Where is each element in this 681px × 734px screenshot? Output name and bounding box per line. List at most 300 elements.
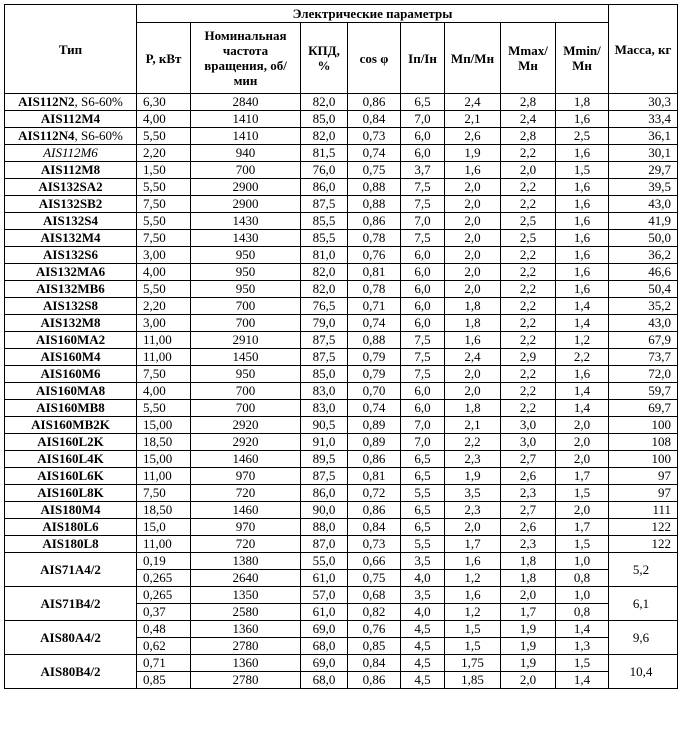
ip-in-cell: 6,5 <box>401 502 445 519</box>
table-row <box>5 553 678 570</box>
ip-in-cell: 4,5 <box>401 672 445 689</box>
cos-phi-cell: 0,88 <box>348 179 401 196</box>
type-cell <box>5 485 137 502</box>
mmin-cell: 1,6 <box>556 213 609 230</box>
mmin-cell: 1,5 <box>556 485 609 502</box>
mp-mn-cell: 1,2 <box>445 570 501 587</box>
mp-mn-cell: 2,6 <box>445 128 501 145</box>
cos-phi-cell: 0,86 <box>348 451 401 468</box>
table-body <box>5 94 678 689</box>
power-cell: 7,50 <box>137 230 191 247</box>
mmin-cell: 1,3 <box>556 638 609 655</box>
mass-cell: 50,0 <box>609 230 678 247</box>
mmax-cell: 2,2 <box>501 366 556 383</box>
cos-phi-cell: 0,86 <box>348 213 401 230</box>
ip-in-cell: 7,5 <box>401 332 445 349</box>
power-cell: 4,00 <box>137 264 191 281</box>
speed-cell: 700 <box>191 315 301 332</box>
table-header <box>5 5 678 94</box>
power-cell: 15,00 <box>137 451 191 468</box>
speed-cell: 700 <box>191 298 301 315</box>
mmin-cell: 1,2 <box>556 332 609 349</box>
power-cell: 11,00 <box>137 332 191 349</box>
mmax-cell: 1,9 <box>501 638 556 655</box>
power-cell: 0,48 <box>137 621 191 638</box>
type-cell <box>5 383 137 400</box>
cos-phi-cell: 0,81 <box>348 468 401 485</box>
mp-mn-cell: 2,4 <box>445 94 501 111</box>
table-row <box>5 502 678 519</box>
type-cell <box>5 519 137 536</box>
speed-cell: 1350 <box>191 587 301 604</box>
mass-cell: 97 <box>609 468 678 485</box>
efficiency-cell: 61,0 <box>301 570 348 587</box>
speed-cell: 700 <box>191 400 301 417</box>
cos-phi-cell: 0,66 <box>348 553 401 570</box>
header-power: P, кВт <box>137 23 191 94</box>
cos-phi-cell: 0,75 <box>348 570 401 587</box>
type-cell: AIS80B4/2 <box>5 655 137 689</box>
mp-mn-cell: 1,85 <box>445 672 501 689</box>
cos-phi-cell: 0,84 <box>348 655 401 672</box>
mp-mn-cell: 2,0 <box>445 366 501 383</box>
mmax-cell: 2,7 <box>501 451 556 468</box>
mmax-cell: 2,2 <box>501 400 556 417</box>
mass-cell: 69,7 <box>609 400 678 417</box>
mmax-cell: 2,2 <box>501 315 556 332</box>
mmin-cell: 1,7 <box>556 519 609 536</box>
ip-in-cell: 7,0 <box>401 434 445 451</box>
header-mp-mn: Мп/Мн <box>445 23 501 94</box>
mmin-cell: 2,0 <box>556 417 609 434</box>
type-name: AIS112N2 <box>18 94 75 109</box>
type-cell <box>5 196 137 213</box>
power-cell: 0,37 <box>137 604 191 621</box>
table-row <box>5 94 678 111</box>
mmin-cell: 0,8 <box>556 570 609 587</box>
table-row <box>5 332 678 349</box>
cos-phi-cell: 0,79 <box>348 366 401 383</box>
type-cell <box>5 536 137 553</box>
mmax-cell: 2,7 <box>501 502 556 519</box>
efficiency-cell: 87,5 <box>301 349 348 366</box>
mmax-cell: 2,9 <box>501 349 556 366</box>
mp-mn-cell: 3,5 <box>445 485 501 502</box>
efficiency-cell: 83,0 <box>301 383 348 400</box>
type-name: AIS160M4 <box>40 349 101 364</box>
power-cell: 6,30 <box>137 94 191 111</box>
mmax-cell: 2,2 <box>501 145 556 162</box>
type-duty-suffix: , S6-60% <box>74 128 123 143</box>
speed-cell: 950 <box>191 264 301 281</box>
type-cell <box>5 213 137 230</box>
table-row <box>5 213 678 230</box>
mmax-cell: 2,2 <box>501 196 556 213</box>
mmax-cell: 1,8 <box>501 570 556 587</box>
cos-phi-cell: 0,68 <box>348 587 401 604</box>
power-cell: 4,00 <box>137 111 191 128</box>
mass-cell: 46,6 <box>609 264 678 281</box>
table-row <box>5 536 678 553</box>
mass-cell: 35,2 <box>609 298 678 315</box>
power-cell: 2,20 <box>137 298 191 315</box>
cos-phi-cell: 0,76 <box>348 621 401 638</box>
mmin-cell: 2,2 <box>556 349 609 366</box>
mmax-cell: 2,2 <box>501 247 556 264</box>
mmax-cell: 2,4 <box>501 111 556 128</box>
speed-cell: 2920 <box>191 434 301 451</box>
mmax-cell: 2,8 <box>501 128 556 145</box>
efficiency-cell: 89,5 <box>301 451 348 468</box>
mp-mn-cell: 1,5 <box>445 638 501 655</box>
ip-in-cell: 4,5 <box>401 655 445 672</box>
ip-in-cell: 6,0 <box>401 247 445 264</box>
cos-phi-cell: 0,85 <box>348 638 401 655</box>
table-row <box>5 621 678 638</box>
cos-phi-cell: 0,75 <box>348 162 401 179</box>
ip-in-cell: 6,0 <box>401 315 445 332</box>
mmin-cell: 1,6 <box>556 264 609 281</box>
table-row <box>5 264 678 281</box>
mass-cell: 97 <box>609 485 678 502</box>
type-cell <box>5 468 137 485</box>
ip-in-cell: 6,0 <box>401 281 445 298</box>
mass-cell: 30,1 <box>609 145 678 162</box>
ip-in-cell: 4,0 <box>401 570 445 587</box>
cos-phi-cell: 0,86 <box>348 94 401 111</box>
ip-in-cell: 7,5 <box>401 349 445 366</box>
cos-phi-cell: 0,72 <box>348 485 401 502</box>
type-name: AIS132S4 <box>43 213 98 228</box>
efficiency-cell: 86,0 <box>301 179 348 196</box>
mass-cell: 29,7 <box>609 162 678 179</box>
efficiency-cell: 87,5 <box>301 196 348 213</box>
mmin-cell: 2,0 <box>556 451 609 468</box>
mass-cell: 10,4 <box>609 655 678 689</box>
efficiency-cell: 82,0 <box>301 264 348 281</box>
type-cell <box>5 434 137 451</box>
efficiency-cell: 83,0 <box>301 400 348 417</box>
type-name: AIS160M6 <box>40 366 101 381</box>
header-type: Тип <box>5 5 137 94</box>
efficiency-cell: 90,0 <box>301 502 348 519</box>
mmin-cell: 1,7 <box>556 468 609 485</box>
mmin-cell: 0,8 <box>556 604 609 621</box>
mmin-cell: 1,5 <box>556 655 609 672</box>
header-mmin-mn: Mmin/ Мн <box>556 23 609 94</box>
speed-cell: 1360 <box>191 655 301 672</box>
ip-in-cell: 7,0 <box>401 111 445 128</box>
table-row <box>5 655 678 672</box>
cos-phi-cell: 0,76 <box>348 247 401 264</box>
table-row <box>5 400 678 417</box>
type-name: AIS160L2K <box>37 434 104 449</box>
power-cell: 15,0 <box>137 519 191 536</box>
mass-cell: 33,4 <box>609 111 678 128</box>
mmax-cell: 2,8 <box>501 94 556 111</box>
type-cell <box>5 502 137 519</box>
speed-cell: 1380 <box>191 553 301 570</box>
cos-phi-cell: 0,84 <box>348 111 401 128</box>
header-mmax-mn: Мmax/ Мн <box>501 23 556 94</box>
mass-cell: 9,6 <box>609 621 678 655</box>
mmax-cell: 2,0 <box>501 672 556 689</box>
mp-mn-cell: 1,8 <box>445 298 501 315</box>
mmin-cell: 1,6 <box>556 111 609 128</box>
ip-in-cell: 3,5 <box>401 587 445 604</box>
ip-in-cell: 3,7 <box>401 162 445 179</box>
mp-mn-cell: 2,0 <box>445 196 501 213</box>
power-cell: 18,50 <box>137 502 191 519</box>
type-name: AIS132SA2 <box>38 179 103 194</box>
ip-in-cell: 6,5 <box>401 519 445 536</box>
mmin-cell: 1,6 <box>556 366 609 383</box>
efficiency-cell: 69,0 <box>301 655 348 672</box>
type-name: AIS132S6 <box>43 247 98 262</box>
table-row <box>5 111 678 128</box>
mp-mn-cell: 1,2 <box>445 604 501 621</box>
efficiency-cell: 81,0 <box>301 247 348 264</box>
power-cell: 2,20 <box>137 145 191 162</box>
efficiency-cell: 55,0 <box>301 553 348 570</box>
mp-mn-cell: 2,3 <box>445 451 501 468</box>
speed-cell: 2780 <box>191 638 301 655</box>
power-cell: 11,00 <box>137 349 191 366</box>
speed-cell: 2900 <box>191 179 301 196</box>
mmin-cell: 2,0 <box>556 434 609 451</box>
power-cell: 5,50 <box>137 213 191 230</box>
type-name: AIS180L6 <box>42 519 99 534</box>
mass-cell: 41,9 <box>609 213 678 230</box>
type-cell <box>5 417 137 434</box>
mmax-cell: 3,0 <box>501 417 556 434</box>
table-row <box>5 247 678 264</box>
mp-mn-cell: 2,4 <box>445 349 501 366</box>
power-cell: 0,265 <box>137 570 191 587</box>
table-row <box>5 434 678 451</box>
type-name: AIS112M4 <box>40 111 101 126</box>
power-cell: 0,62 <box>137 638 191 655</box>
efficiency-cell: 68,0 <box>301 638 348 655</box>
mp-mn-cell: 2,0 <box>445 519 501 536</box>
power-cell: 0,85 <box>137 672 191 689</box>
type-name: AIS160L4K <box>37 451 104 466</box>
mass-cell: 122 <box>609 536 678 553</box>
ip-in-cell: 6,0 <box>401 128 445 145</box>
power-cell: 0,265 <box>137 587 191 604</box>
speed-cell: 970 <box>191 468 301 485</box>
efficiency-cell: 90,5 <box>301 417 348 434</box>
ip-in-cell: 6,5 <box>401 468 445 485</box>
ip-in-cell: 7,5 <box>401 366 445 383</box>
type-cell <box>5 247 137 264</box>
mp-mn-cell: 2,0 <box>445 281 501 298</box>
type-cell <box>5 128 137 145</box>
mmin-cell: 1,5 <box>556 162 609 179</box>
mmin-cell: 1,0 <box>556 553 609 570</box>
type-cell <box>5 179 137 196</box>
type-name: AIS132M8 <box>40 315 101 330</box>
mmin-cell: 2,5 <box>556 128 609 145</box>
efficiency-cell: 87,5 <box>301 468 348 485</box>
mmin-cell: 1,8 <box>556 94 609 111</box>
power-cell: 11,00 <box>137 468 191 485</box>
mmax-cell: 2,2 <box>501 383 556 400</box>
cos-phi-cell: 0,74 <box>348 315 401 332</box>
speed-cell: 1430 <box>191 213 301 230</box>
efficiency-cell: 85,0 <box>301 111 348 128</box>
header-ip-in: Iп/Iн <box>401 23 445 94</box>
speed-cell: 1410 <box>191 111 301 128</box>
mass-cell: 5,2 <box>609 553 678 587</box>
power-cell: 7,50 <box>137 366 191 383</box>
speed-cell: 2780 <box>191 672 301 689</box>
table-row <box>5 281 678 298</box>
mmax-cell: 1,7 <box>501 604 556 621</box>
mp-mn-cell: 2,0 <box>445 179 501 196</box>
mp-mn-cell: 1,6 <box>445 332 501 349</box>
type-name: AIS112M8 <box>40 162 101 177</box>
cos-phi-cell: 0,78 <box>348 230 401 247</box>
mass-cell: 59,7 <box>609 383 678 400</box>
mass-cell: 67,9 <box>609 332 678 349</box>
mmin-cell: 1,4 <box>556 621 609 638</box>
ip-in-cell: 6,0 <box>401 264 445 281</box>
power-cell: 5,50 <box>137 128 191 145</box>
table-row <box>5 383 678 400</box>
mmax-cell: 2,3 <box>501 536 556 553</box>
mass-cell: 108 <box>609 434 678 451</box>
efficiency-cell: 85,5 <box>301 230 348 247</box>
mass-cell: 39,5 <box>609 179 678 196</box>
mass-cell: 72,0 <box>609 366 678 383</box>
speed-cell: 1410 <box>191 128 301 145</box>
type-duty-suffix: , S6-60% <box>74 94 123 109</box>
type-cell <box>5 111 137 128</box>
type-name: AIS132S8 <box>43 298 98 313</box>
mmin-cell: 1,6 <box>556 281 609 298</box>
speed-cell: 2900 <box>191 196 301 213</box>
mmax-cell: 2,5 <box>501 213 556 230</box>
mp-mn-cell: 2,0 <box>445 247 501 264</box>
type-cell <box>5 230 137 247</box>
cos-phi-cell: 0,82 <box>348 604 401 621</box>
speed-cell: 700 <box>191 162 301 179</box>
efficiency-cell: 87,0 <box>301 536 348 553</box>
efficiency-cell: 82,0 <box>301 281 348 298</box>
mmin-cell: 1,4 <box>556 383 609 400</box>
efficiency-cell: 79,0 <box>301 315 348 332</box>
efficiency-cell: 76,5 <box>301 298 348 315</box>
efficiency-cell: 87,5 <box>301 332 348 349</box>
header-efficiency: КПД, % <box>301 23 348 94</box>
mmax-cell: 1,9 <box>501 621 556 638</box>
mmax-cell: 2,2 <box>501 179 556 196</box>
speed-cell: 720 <box>191 485 301 502</box>
header-mass: Масса, кг <box>609 5 678 94</box>
type-cell <box>5 94 137 111</box>
mp-mn-cell: 2,0 <box>445 264 501 281</box>
mass-cell: 36,1 <box>609 128 678 145</box>
mp-mn-cell: 2,0 <box>445 213 501 230</box>
mass-cell: 111 <box>609 502 678 519</box>
mp-mn-cell: 1,7 <box>445 536 501 553</box>
type-name: AIS160MA2 <box>35 332 106 347</box>
type-name: AIS160MB2K <box>31 417 110 432</box>
mmin-cell: 1,6 <box>556 196 609 213</box>
mp-mn-cell: 2,1 <box>445 111 501 128</box>
header-speed: Номинальная частота вращения, об/мин <box>191 23 301 94</box>
type-cell <box>5 315 137 332</box>
table-row <box>5 451 678 468</box>
mmax-cell: 2,2 <box>501 332 556 349</box>
type-name: AIS180L8 <box>42 536 99 551</box>
type-cell <box>5 400 137 417</box>
efficiency-cell: 57,0 <box>301 587 348 604</box>
mmax-cell: 2,6 <box>501 468 556 485</box>
power-cell: 7,50 <box>137 196 191 213</box>
header-group-electrical: Электрические параметры <box>137 5 609 23</box>
ip-in-cell: 6,0 <box>401 383 445 400</box>
cos-phi-cell: 0,78 <box>348 281 401 298</box>
mass-cell: 50,4 <box>609 281 678 298</box>
ip-in-cell: 6,0 <box>401 298 445 315</box>
type-cell <box>5 451 137 468</box>
type-cell <box>5 332 137 349</box>
mp-mn-cell: 1,5 <box>445 621 501 638</box>
mmax-cell: 3,0 <box>501 434 556 451</box>
type-name: AIS132MB6 <box>36 281 105 296</box>
speed-cell: 970 <box>191 519 301 536</box>
cos-phi-cell: 0,88 <box>348 196 401 213</box>
mp-mn-cell: 1,9 <box>445 468 501 485</box>
mmin-cell: 1,5 <box>556 536 609 553</box>
mp-mn-cell: 1,6 <box>445 162 501 179</box>
power-cell: 18,50 <box>137 434 191 451</box>
mmin-cell: 1,6 <box>556 247 609 264</box>
table-row <box>5 468 678 485</box>
mmax-cell: 2,2 <box>501 281 556 298</box>
mmin-cell: 1,4 <box>556 400 609 417</box>
type-name: AIS112M6 <box>43 145 98 160</box>
cos-phi-cell: 0,89 <box>348 417 401 434</box>
type-name: AIS132MA6 <box>35 264 106 279</box>
mass-cell: 100 <box>609 451 678 468</box>
efficiency-cell: 85,0 <box>301 366 348 383</box>
mp-mn-cell: 1,6 <box>445 587 501 604</box>
speed-cell: 1360 <box>191 621 301 638</box>
table-row <box>5 179 678 196</box>
mmin-cell: 1,4 <box>556 315 609 332</box>
speed-cell: 700 <box>191 383 301 400</box>
header-cos-phi: cos φ <box>348 23 401 94</box>
ip-in-cell: 6,5 <box>401 451 445 468</box>
type-name: AIS132SB2 <box>38 196 103 211</box>
table-row <box>5 128 678 145</box>
speed-cell: 1460 <box>191 451 301 468</box>
ip-in-cell: 4,5 <box>401 621 445 638</box>
speed-cell: 2910 <box>191 332 301 349</box>
cos-phi-cell: 0,86 <box>348 672 401 689</box>
table-row <box>5 417 678 434</box>
mmax-cell: 2,6 <box>501 519 556 536</box>
type-cell <box>5 162 137 179</box>
power-cell: 7,50 <box>137 485 191 502</box>
power-cell: 0,19 <box>137 553 191 570</box>
mmax-cell: 2,2 <box>501 264 556 281</box>
table-row <box>5 162 678 179</box>
mmin-cell: 1,4 <box>556 672 609 689</box>
